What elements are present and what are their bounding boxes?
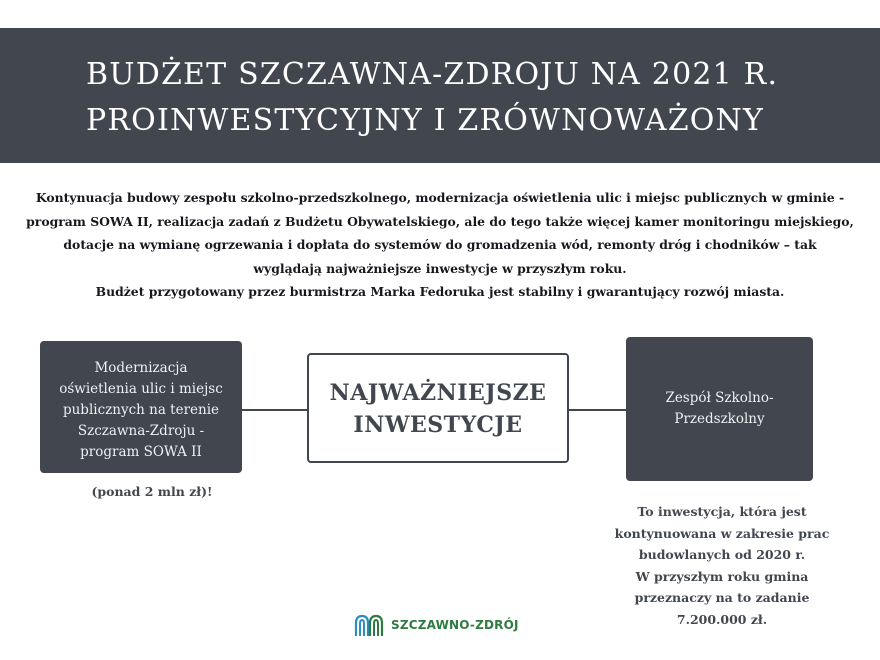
connector-right [569, 409, 627, 411]
intro-line: program SOWA II, realizacja zadań z Budżetu Obywatelskiego, ale do tego także więcej kamer monitoringu miejskiego, [26, 213, 854, 229]
intro-line: dotacje na wymianę ogrzewania i dopłata do systemów do gromadzenia wód, remonty dróg i chodników – tak [63, 237, 817, 252]
szczawno-zdroj-logo-icon [353, 612, 385, 638]
intro-line: wyglądają najważniejsze inwestycje w przyszłym roku. [253, 260, 627, 276]
box-line: oświetlenia ulic i miejsc [59, 381, 223, 397]
municipality-logo [353, 612, 519, 638]
note-line: przeznaczy na to zadanie [634, 590, 810, 605]
note-line: 7.200.000 zł. [676, 611, 768, 627]
intro-line: Budżet przygotowany przez burmistrza Marka Fedoruka jest stabilny i gwarantujący rozwój miasta. [95, 284, 785, 299]
box-line: Zespół Szkolno- [665, 390, 774, 406]
central-topic-box [307, 353, 569, 463]
title-line-2: PROINWESTYCYJNY I ZRÓWNOWAŻONY [86, 103, 765, 138]
note-line: budowlanych od 2020 r. [638, 547, 806, 562]
intro-paragraph [8, 186, 872, 304]
box-line: Modernizacja [94, 360, 188, 376]
logo-text: SZCZAWNO-ZDRÓJ [391, 618, 519, 632]
lighting-cost-note: (ponad 2 mln zł)! [91, 484, 213, 499]
page-title [86, 52, 778, 144]
note-line: kontynuowana w zakresie prac [614, 525, 830, 541]
investment-box-school [626, 337, 813, 481]
box-line: Przedszkolny [674, 411, 765, 427]
connector-left [242, 409, 308, 411]
central-topic-line: INWESTYCJE [353, 412, 523, 438]
note-line: To inwestycja, która jest [637, 504, 807, 519]
box-line: program SOWA II [80, 444, 202, 460]
school-investment-note [596, 501, 848, 630]
investment-box-lighting [40, 341, 242, 473]
box-line: Szczawna-Zdroju - [77, 423, 205, 439]
title-line-1: BUDŻET SZCZAWNA-ZDROJU NA 2021 R. [86, 57, 779, 92]
note-line: W przyszłym roku gmina [635, 568, 809, 584]
box-line: publicznych na terenie [62, 402, 220, 418]
intro-line: Kontynuacja budowy zespołu szkolno-przedszkolnego, modernizacja oświetlenia ulic i miejsc publicznych w gminie - [35, 190, 845, 205]
central-topic-line: NAJWAŻNIEJSZE [329, 380, 547, 406]
